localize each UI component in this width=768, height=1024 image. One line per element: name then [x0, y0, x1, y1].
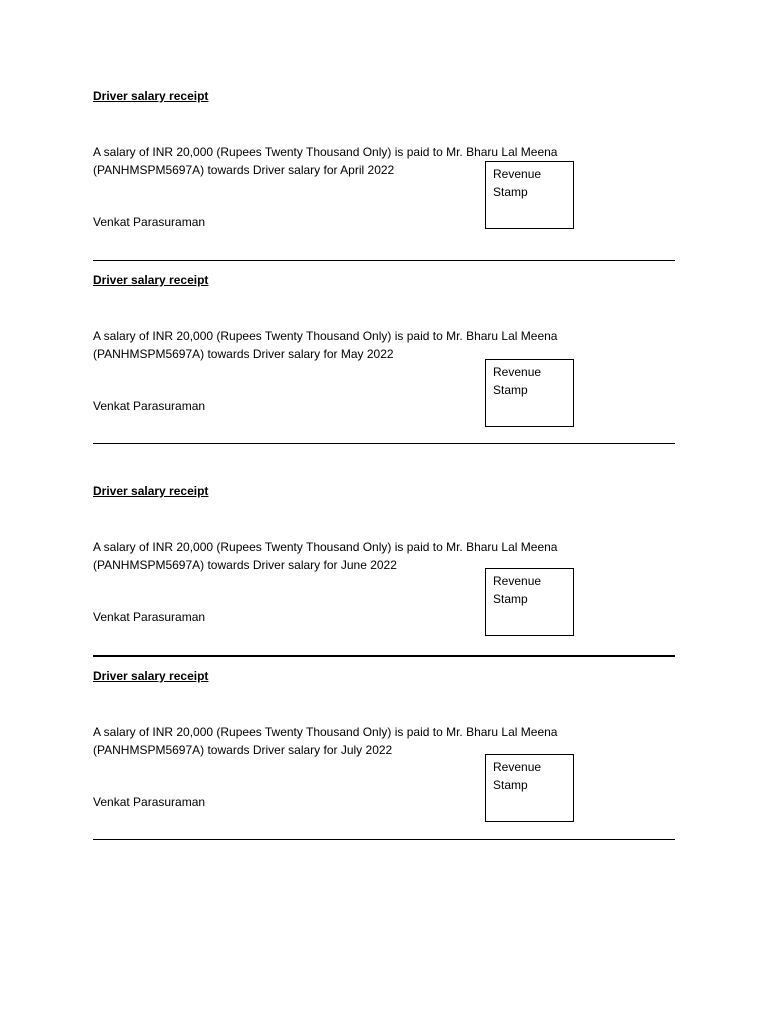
receipt-body-line: A salary of INR 20,000 (Rupees Twenty Thousand Only) is paid to Mr. Bharu Lal Meena	[93, 145, 558, 159]
receipt-signatory: Venkat Parasuraman	[93, 795, 206, 809]
revenue-stamp-box	[485, 754, 574, 822]
receipt-body-line: (PANHMSPM5697A) towards Driver salary for June 2022	[93, 558, 397, 572]
stamp-label: Revenue	[493, 365, 542, 379]
receipt-divider	[93, 260, 675, 261]
revenue-stamp-box	[485, 359, 574, 427]
stamp-label: Stamp	[493, 778, 528, 792]
stamp-label: Revenue	[493, 760, 542, 774]
revenue-stamp-box	[485, 568, 574, 636]
receipt-divider	[93, 839, 675, 840]
receipt-body	[93, 327, 653, 363]
receipt-signatory: Venkat Parasuraman	[93, 610, 206, 624]
receipt-body-line: (PANHMSPM5697A) towards Driver salary for July 2022	[93, 743, 393, 757]
receipt-divider	[93, 443, 675, 444]
receipt-body-line: A salary of INR 20,000 (Rupees Twenty Thousand Only) is paid to Mr. Bharu Lal Meena	[93, 725, 558, 739]
receipt-title: Driver salary receipt	[93, 89, 209, 103]
stamp-label: Revenue	[493, 574, 542, 588]
receipt-body-line: (PANHMSPM5697A) towards Driver salary for April 2022	[93, 163, 395, 177]
receipt-body-line: A salary of INR 20,000 (Rupees Twenty Thousand Only) is paid to Mr. Bharu Lal Meena	[93, 329, 558, 343]
receipt-divider	[93, 655, 675, 657]
stamp-label: Revenue	[493, 167, 542, 181]
receipt-signatory: Venkat Parasuraman	[93, 215, 206, 229]
receipt-body-line: (PANHMSPM5697A) towards Driver salary for May 2022	[93, 347, 394, 361]
receipt-body-line: A salary of INR 20,000 (Rupees Twenty Thousand Only) is paid to Mr. Bharu Lal Meena	[93, 540, 558, 554]
receipt-title: Driver salary receipt	[93, 273, 209, 287]
revenue-stamp-box	[485, 161, 574, 229]
receipt-signatory: Venkat Parasuraman	[93, 399, 206, 413]
stamp-label: Stamp	[493, 383, 528, 397]
receipt-title: Driver salary receipt	[93, 484, 209, 498]
stamp-label: Stamp	[493, 185, 528, 199]
receipt-title: Driver salary receipt	[93, 669, 209, 683]
stamp-label: Stamp	[493, 592, 528, 606]
